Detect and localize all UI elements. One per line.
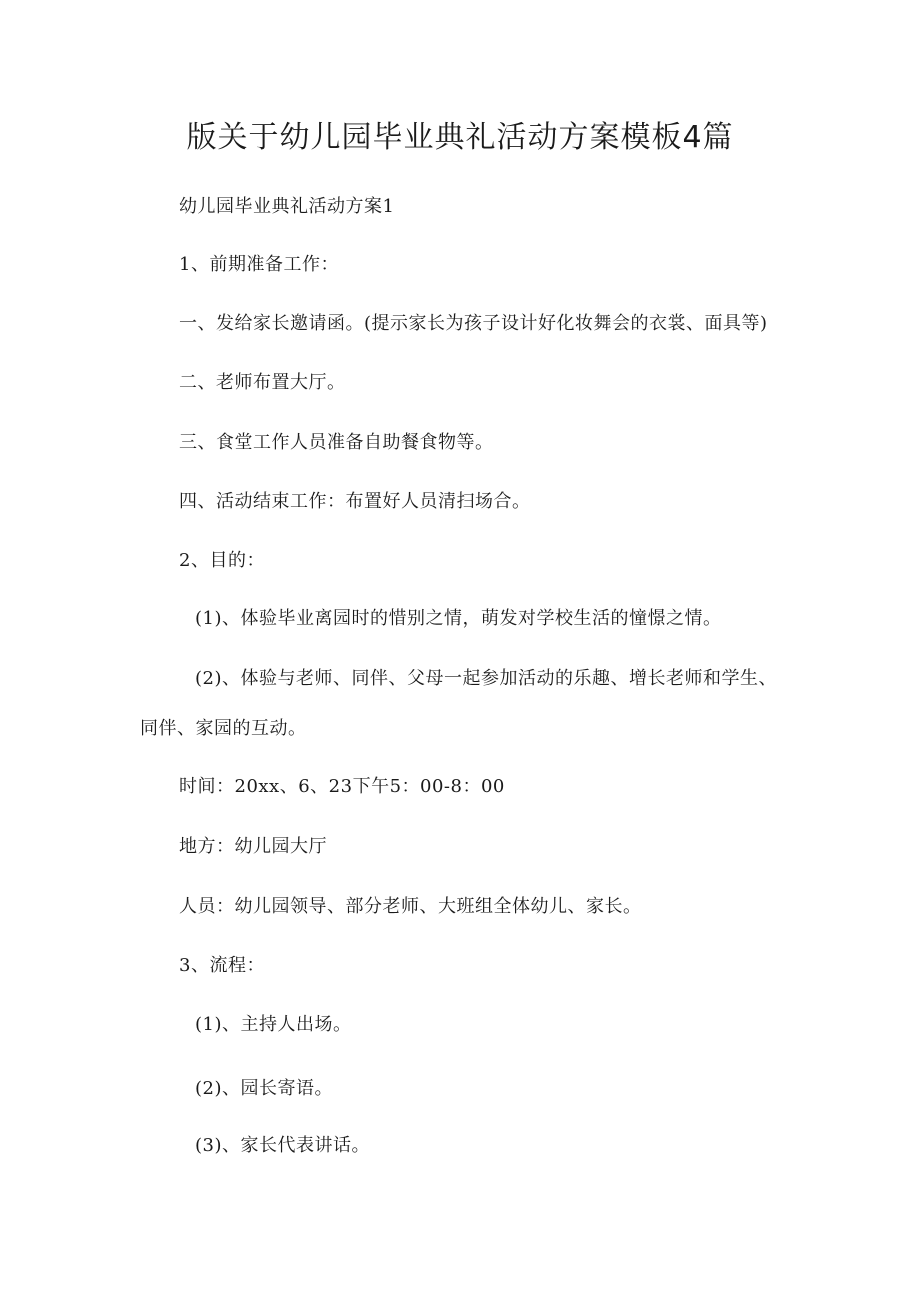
paragraph: 时间：20xx、6、23下午5：00-8：00 [179, 776, 505, 797]
list-item: (1)、体验毕业离园时的惜别之情，萌发对学校生活的憧憬之情。 [195, 608, 722, 629]
document-title: 版关于幼儿园毕业典礼活动方案模板4篇 [186, 120, 734, 155]
paragraph: 四、活动结束工作：布置好人员清扫场合。 [179, 491, 531, 512]
paragraph: 人员：幼儿园领导、部分老师、大班组全体幼儿、家长。 [179, 896, 642, 917]
paragraph: 一、发给家长邀请函。(提示家长为孩子设计好化妆舞会的衣裳、面具等) [179, 313, 768, 334]
list-item-continuation: 同伴、家园的互动。 [140, 718, 307, 739]
paragraph: 三、食堂工作人员准备自助餐食物等。 [179, 432, 494, 453]
subsection-heading: 3、流程： [179, 955, 265, 976]
subsection-heading: 1、前期准备工作： [179, 254, 339, 275]
paragraph: 地方：幼儿园大厅 [179, 836, 327, 857]
list-item: (3)、家长代表讲话。 [195, 1135, 370, 1156]
list-item: (2)、园长寄语。 [195, 1078, 333, 1099]
paragraph: 二、老师布置大厅。 [179, 372, 346, 393]
list-item: (2)、体验与老师、同伴、父母一起参加活动的乐趣、增长老师和学生、 [195, 668, 777, 689]
list-item: (1)、主持人出场。 [195, 1014, 352, 1035]
subsection-heading: 2、目的： [179, 550, 265, 571]
section-heading: 幼儿园毕业典礼活动方案1 [179, 196, 395, 217]
